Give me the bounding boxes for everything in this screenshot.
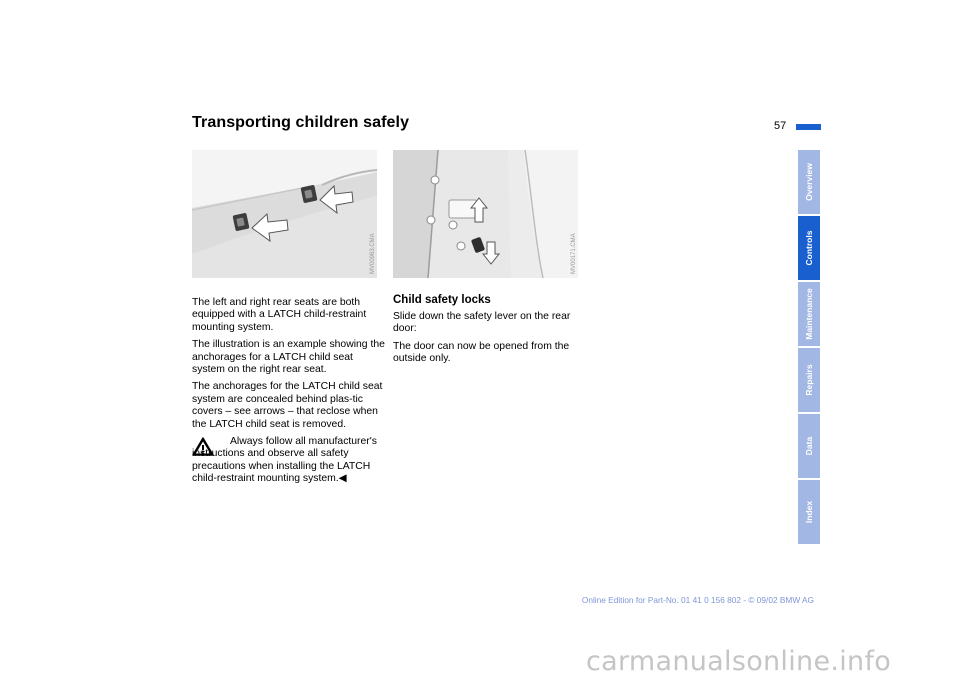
tab-label: Repairs (804, 364, 814, 396)
tab-controls[interactable] (798, 216, 820, 280)
figure-child-safety-lock (393, 150, 578, 278)
left-column-text (192, 297, 388, 436)
tab-label: Index (804, 500, 814, 524)
tab-repairs[interactable] (798, 348, 820, 412)
watermark: carmanualsonline.info (586, 646, 892, 677)
paragraph: The illustration is an example showing the anchorages for a LATCH child seat system on the right rear seat. (192, 339, 385, 376)
page-number: 57 (774, 120, 787, 132)
tab-label: Overview (804, 163, 814, 201)
door-illustration (393, 150, 578, 278)
tab-maintenance[interactable] (798, 282, 820, 346)
page-title: Transporting children safely (192, 114, 410, 131)
tab-label: Controls (804, 230, 814, 266)
tab-overview[interactable] (798, 150, 820, 214)
figure-latch-anchorages (192, 150, 377, 278)
paragraph: The anchorages for the LATCH child seat system are concealed behind plas-tic covers – see arrows – that reclose when the LATCH child seat is removed. (192, 381, 383, 430)
section-tabs (798, 150, 820, 546)
paragraph: The left and right rear seats are both equipped with a LATCH child-restraint mounting system. (192, 297, 367, 333)
figure-code: MV00171.CMA (571, 233, 577, 274)
tab-data[interactable] (798, 414, 820, 478)
paragraph: The door can now be opened from the outside only. (393, 340, 570, 365)
page-marker (796, 124, 821, 130)
tab-label: Data (804, 436, 814, 456)
footer-edition: Online Edition for Part-No. 01 41 0 156 802 - © 09/02 BMW AG (581, 595, 814, 605)
seat-illustration (192, 150, 377, 278)
warning-text: Always follow all manufacturer's instructions and observe all safety precautions when installing the LATCH child-restraint mounting system.◀ (192, 436, 377, 485)
paragraph: Slide down the safety lever on the rear door: (393, 311, 571, 335)
figure-code: MV00963.CMA (370, 233, 376, 274)
tab-label: Maintenance (804, 288, 814, 340)
right-column-text (393, 311, 585, 371)
section-heading: Child safety locks (393, 294, 491, 306)
tab-index[interactable] (798, 480, 820, 544)
